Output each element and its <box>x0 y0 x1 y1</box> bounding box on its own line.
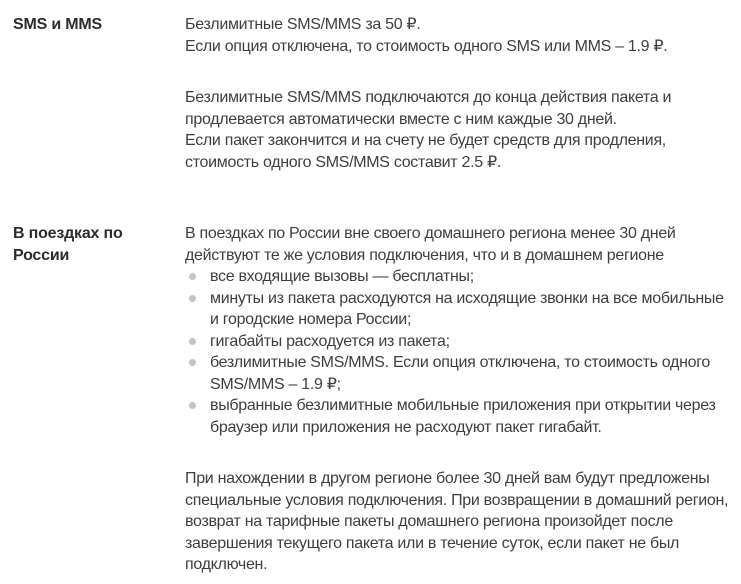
text-line: Безлимитные SMS/MMS за 50 ₽. <box>185 16 421 33</box>
paragraph <box>185 468 735 576</box>
text-line: При нахождении в другом регионе более 30 дней вам будут предложены специальные условия подключения. При возвращении в домашний регион, возврат на тарифные пакеты домашнего региона произойдет после завершения текущего пакета или в течение суток, если пакет не был подключен. <box>185 470 729 573</box>
text-line: Если опция отключена, то стоимость одного SMS или MMS – 1.9 ₽. <box>185 37 668 55</box>
bullet-icon <box>189 338 196 345</box>
bullet-list-item <box>185 352 735 395</box>
bullet-list-item <box>185 331 735 353</box>
text-line: Если пакет закончится и на счету не будет средств для продления, стоимость одного SMS/MMS составит 2.5 ₽. <box>185 132 666 171</box>
tariff-row <box>13 223 735 576</box>
bullet-list <box>185 266 735 438</box>
bullet-icon <box>189 273 196 280</box>
list-item-text: все входящие вызовы — бесплатны; <box>210 268 474 285</box>
bullet-icon <box>189 402 196 409</box>
bullet-list-item <box>185 395 735 438</box>
list-item-text: безлимитные SMS/MMS. Если опция отключена, то стоимость одного SMS/MMS – 1.9 ₽; <box>210 354 711 393</box>
bullet-list-item <box>185 288 735 331</box>
list-item-text: минуты из пакета расходуются на исходящие звонки на все мобильные и городские номера России; <box>210 289 724 328</box>
bullet-icon <box>189 359 196 366</box>
tariff-row <box>13 14 735 173</box>
text-line: В поездках по России вне своего домашнего региона менее 30 дней действуют те же условия подключения, что и в домашнем регионе <box>185 225 676 264</box>
list-item-text: гигабайты расходуется из пакета; <box>210 332 450 350</box>
bullet-list-item <box>185 266 735 288</box>
paragraph <box>185 14 735 57</box>
row-label: SMS и MMS <box>13 16 102 33</box>
bullet-icon <box>189 295 196 302</box>
paragraph <box>185 87 735 173</box>
list-item-text: выбранные безлимитные мобильные приложения при открытии через браузер или приложения не расходуют пакет гигабайт. <box>210 397 716 436</box>
row-label: В поездках по России <box>13 225 123 264</box>
row-content <box>185 14 735 173</box>
row-content <box>185 223 735 576</box>
paragraph <box>185 223 735 266</box>
text-line: Безлимитные SMS/MMS подключаются до конца действия пакета и продлевается автоматически вместе с ним каждые 30 дней. <box>185 89 672 128</box>
